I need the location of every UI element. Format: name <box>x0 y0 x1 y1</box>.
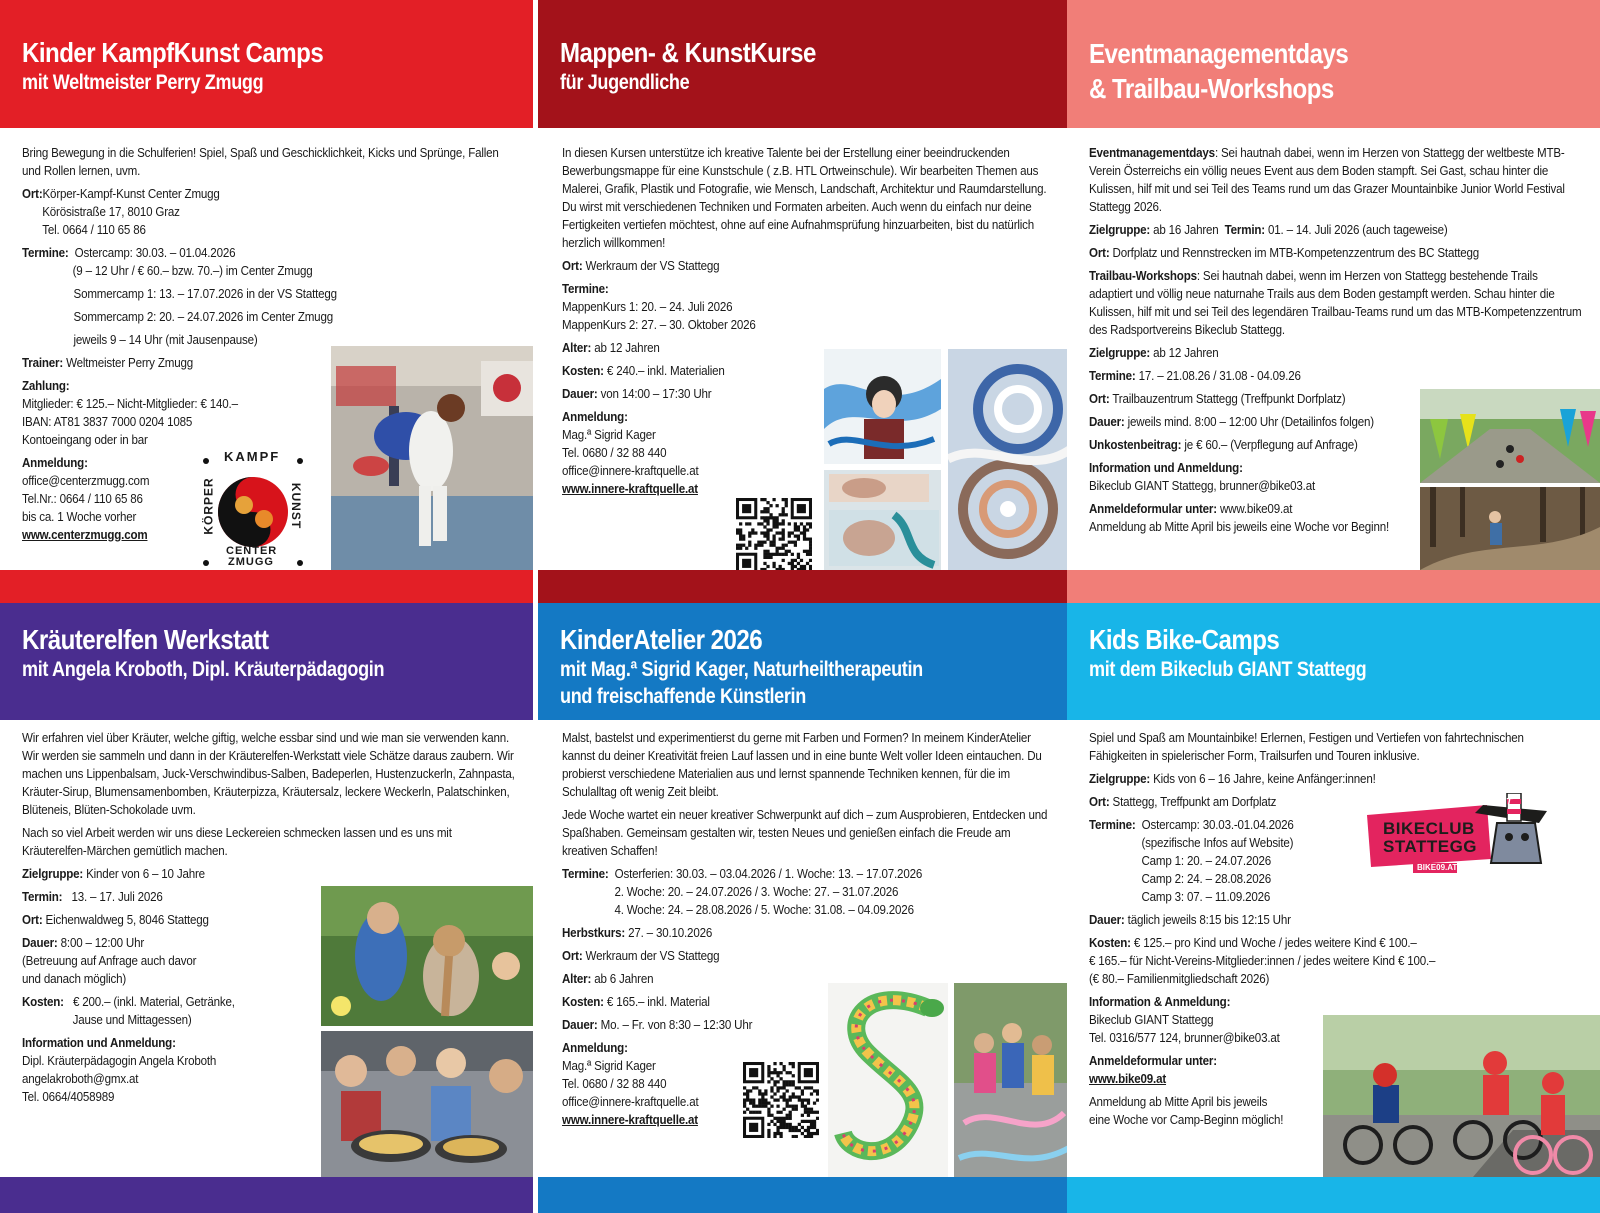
duration: Dauer: 8:00 – 12:00 Uhr (Betreuung auf Anfrage auch davor und danach möglich) <box>22 936 197 986</box>
registration: Anmeldung: Mag.ª Sigrid Kager Tel. 0680 / 32 88 440 office@innere-kraftquelle.at www.innere-kraftquelle.at <box>562 1041 699 1127</box>
photo-kids-chalk <box>954 983 1071 1177</box>
payment: Zahlung: Mitglieder: € 125.– Nicht-Mitglieder: € 140.– IBAN: AT81 3837 7000 0204 1085 Kontoeingang oder in bar <box>22 379 238 447</box>
panel-mappen-kunstkurse <box>538 0 1071 603</box>
duration: Dauer: Mo. – Fr. von 8:30 – 12:30 Uhr <box>562 1018 753 1032</box>
costs: Kosten: € 240.– inkl. Materialien <box>562 364 725 378</box>
form-url[interactable]: www.bike09.at <box>1219 502 1293 516</box>
photo-children-cooking <box>321 1031 533 1177</box>
panel-subtitle: mit Angela Kroboth, Dipl. Kräuterpädagogin <box>22 658 385 681</box>
location: Ort: Werkraum der VS Stattegg <box>562 949 720 963</box>
panel-footer-bar <box>0 570 533 603</box>
panel-footer-bar <box>538 570 1071 603</box>
intro-text: In diesen Kursen unterstütze ich kreative Talente bei der Erstellung einer beeindruckenden Bewerbungsmappe für eine Kunstschule ( z.B. HTL Ortweinschule). Wir bearbeiten Themen aus Malerei, Grafik, Plastik und Fotografie, wie Mensch, Landschaft, Architektur und Raumdarstellung. Du wirst mit verschiedenen Techniken und Formaten arbeiten. Auch wenn du einfach nur deine Fertigkeiten vertiefen möchtest, ohne auf eine Aufnahmsprüfung hinzuarbeiten, bist du natürlich herzlich willkommen! <box>562 146 1047 250</box>
date-summer-1: Sommercamp 1: 13. – 17.07.2026 in der VS Stattegg <box>73 287 337 301</box>
logo-left-text: KÖRPER <box>201 477 216 535</box>
panel-header <box>1067 603 1600 720</box>
panel-kids-bike-camps <box>1067 603 1600 1213</box>
panel-title: Mappen- & KunstKurse <box>560 37 816 68</box>
panel-footer-bar <box>1067 1177 1600 1213</box>
dates: Termine: Ostercamp: 30.03. – 01.04.2026 (9 – 12 Uhr / € 60.– bzw. 70.–) im Center Zmugg <box>22 246 313 278</box>
duration: Dauer: jeweils mind. 8:00 – 12:00 Uhr (Detailinfos folgen) <box>1089 415 1374 429</box>
date: Termin: 13. – 17. Juli 2026 <box>22 890 163 904</box>
logo-url: BIKE09.AT <box>1417 863 1458 872</box>
date-hours: jeweils 9 – 14 Uhr (mit Jausenpause) <box>73 333 258 347</box>
location: Ort: Dorfplatz und Rennstrecken im MTB-Kompetenzzentrum des BC Stattegg <box>1089 246 1480 260</box>
center-zmugg-logo <box>198 449 308 571</box>
target-group: Zielgruppe: Kids von 6 – 16 Jahre, keine Anfänger:innen! <box>1089 772 1376 786</box>
logo-bottom-text: CENTER <box>226 545 278 557</box>
artwork-swirl-painting <box>948 349 1071 570</box>
trainer: Trainer: Weltmeister Perry Zmugg <box>22 356 193 370</box>
logo-right-text: KUNST <box>289 482 304 530</box>
panel-header <box>538 603 1071 720</box>
trailbau-text: Trailbau-Workshops: Sei hautnah dabei, wenn im Herzen von Stattegg bestehende Trails adaptiert und völlig neue naturnahe Trails aus dem Boden gestampft werden. Schau hinter die Kulissen, hilf mit und sei Teil des legendären Trailbau-Teams rund um das MTB-Kompetenzzentrum des Radsportvereins Bikeclub Stattegg. <box>1089 269 1582 337</box>
registration: Anmeldung: office@centerzmugg.com Tel.Nr.: 0664 / 110 65 86 bis ca. 1 Woche vorher www.centerzmugg.com <box>22 456 150 542</box>
panel-header <box>0 0 533 128</box>
photo-martial-arts <box>331 346 533 570</box>
location-2: Ort: Trailbauzentrum Stattegg (Treffpunkt Dorfplatz) <box>1089 392 1346 406</box>
panel-kinderatelier <box>538 603 1071 1213</box>
qr-code-icon[interactable] <box>736 498 812 574</box>
logo-top-text: KAMPF <box>224 449 281 464</box>
intro-text-2: Jede Woche wartet ein neuer kreativer Schwerpunkt auf dich – zum Ausprobieren, Entdecken und Spaßhaben. Gemeinsam gestalten wir, testen Neues und genießen einfach die Freude am kreativen Schaffen! <box>562 808 1048 858</box>
eventdays-text: Eventmanagementdays: Sei hautnah dabei, wenn im Herzen von Stattegg der weltbeste MTB-Verein Österreichs ein völlig neues Event aus dem Boden stampft. Sei Gast, schau hinter die Kulissen, hilf mit und sei Teil des Teams rund um das Grazer Mountainbike Junior World Festival Stattegg 2026. <box>1089 146 1565 214</box>
intro-text: Wir erfahren viel über Kräuter, welche giftig, welche essbar sind und wie man sie verwenden kann. Wir werden sie sammeln und dann in der Kräuterelfen-Werkstatt viele Schätze daraus zaubern. Wir machen uns Lippenbalsam, Juck-Verschwindibus-Salben, Badeperlen, Hustenzuckerln, Zahnpasta, Kräuter-Sirup, Blumensamenbomben, Kräuterpizza, Kräutersalz, leckere Weckerln, Palatschinken, Blüteneis, Blüten-Schokolade uvm. <box>22 731 515 817</box>
logo-line-1: BIKECLUB <box>1383 819 1475 838</box>
panel-title: Eventmanagementdays <box>1089 38 1349 69</box>
panel-subtitle: mit Weltmeister Perry Zmugg <box>22 71 264 94</box>
intro-text: Bring Bewegung in die Schulferien! Spiel, Spaß und Geschicklichkeit, Kicks und Sprünge, Fallen und Rollen lernen, uvm. <box>22 146 499 178</box>
location: Ort: Eichenwaldweg 5, 8046 Stattegg <box>22 913 209 927</box>
location: Ort: Stattegg, Treffpunkt am Dorfplatz <box>1089 795 1277 809</box>
panel-title: Kids Bike-Camps <box>1089 624 1280 655</box>
form-link: Anmeldeformular unter: www.bike09.at Anmeldung ab Mitte April bis jeweils eine Woche vor Beginn! <box>1089 502 1390 534</box>
panel-header <box>0 603 533 720</box>
artwork-anime-drawing <box>824 349 941 464</box>
panel-subtitle: mit dem Bikeclub GIANT Stattegg <box>1089 658 1367 681</box>
target-group-2: Zielgruppe: ab 12 Jahren <box>1089 346 1219 360</box>
photo-kids-on-bikes <box>1323 1015 1600 1177</box>
duration: Dauer: von 14:00 – 17:30 Uhr <box>562 387 712 401</box>
costs: Kosten: € 165.– inkl. Material <box>562 995 710 1009</box>
panel-footer-bar <box>0 1177 533 1213</box>
website-link[interactable]: www.bike09.at <box>1089 1072 1167 1086</box>
dates: Termine: Osterferien: 30.03. – 03.04.2026 / 1. Woche: 13. – 17.07.2026 2. Woche: 20. – 24.07.2026 / 3. Woche: 27. – 31.07.2026 4. Woche: 24. – 28.08.2026 / 5. Woche: 31.08. – 04.09.2026 <box>562 867 923 917</box>
panel-subtitle: & Trailbau-Workshops <box>1089 73 1334 104</box>
dates: Termine: Ostercamp: 30.03.-01.04.2026 (spezifische Infos auf Website) Camp 1: 20. – 24.07.2026 Camp 2: 24. – 28.08.2026 Camp 3: 07. – 11.09.2026 <box>1089 818 1294 904</box>
artwork-snake-drawing <box>828 983 948 1177</box>
panel-eventmanagement <box>1067 0 1600 603</box>
website-link[interactable]: www.innere-kraftquelle.at <box>562 1113 698 1127</box>
qr-code-icon[interactable] <box>743 1062 819 1138</box>
address: Körösistraße 17, 8010 Graz Tel. 0664 / 110 65 86 <box>42 205 180 237</box>
photo-trail-building <box>1420 487 1600 570</box>
age: Alter: ab 6 Jahren <box>562 972 654 986</box>
panel-kampfkunst <box>0 0 533 603</box>
panel-title: Kinder KampfKunst Camps <box>22 37 324 68</box>
panel-subtitle: für Jugendliche <box>560 71 690 94</box>
panel-kraeuterelfen <box>0 603 533 1213</box>
autumn-course: Herbstkurs: 27. – 30.10.2026 <box>562 926 713 940</box>
panel-subtitle-2: und freischaffende Künstlerin <box>560 685 806 708</box>
panel-subtitle: mit Mag.ª Sigrid Kager, Naturheiltherapeutin <box>560 658 923 681</box>
website-link[interactable]: www.innere-kraftquelle.at <box>562 482 698 496</box>
duration: Dauer: täglich jeweils 8:15 bis 12:15 Uhr <box>1089 913 1291 927</box>
panel-footer-bar <box>538 1177 1071 1213</box>
panel-title: Kräuterelfen Werkstatt <box>22 624 269 655</box>
logo-line-2: STATTEGG <box>1383 837 1478 856</box>
info: Information und Anmeldung: Dipl. Kräuterpädagogin Angela Kroboth angelakroboth@gmx.at Tel. 0664/4058989 <box>22 1036 217 1104</box>
info: Information & Anmeldung: Bikeclub GIANT Stattegg Tel. 0316/577 124, brunner@bike03.at <box>1089 995 1280 1045</box>
panel-header <box>538 0 1071 128</box>
bikeclub-stattegg-logo <box>1357 793 1547 881</box>
registration-note: Anmeldung ab Mitte April bis jeweils eine Woche vor Camp-Beginn möglich! <box>1089 1095 1284 1127</box>
photo-mtb-race <box>1420 389 1600 483</box>
info: Information und Anmeldung: Bikeclub GIANT Stattegg, brunner@bike03.at <box>1089 461 1316 493</box>
logo-bottom-text-2: ZMUGG <box>228 556 274 568</box>
date-summer-2: Sommercamp 2: 20. – 24.07.2026 im Center Zmugg <box>73 310 333 324</box>
photo-children-herbs <box>321 886 533 1026</box>
target-group: Zielgruppe: Kinder von 6 – 10 Jahre <box>22 867 205 881</box>
form-link: Anmeldeformular unter: www.bike09.at <box>1089 1054 1217 1086</box>
intro-text: Malst, bastelst und experimentierst du gerne mit Farben und Formen? In meinem KinderAtelier kannst du deiner Kreativität freien Lauf lassen und in eine bunte Welt voller Ideen eintauchen. Du probierst verschiedene Materialien aus und lernst spannende Techniken kennen, für die im Schulalltag oft wenig Zeit bleibt. <box>562 731 1042 799</box>
intro-text: Spiel und Spaß am Mountainbike! Erlernen, Festigen und Vertiefen von fahrtechnischen Fähigkeiten in spielerischer Form, Trailsurfen und Touren inklusive. <box>1089 731 1524 763</box>
panel-title: KinderAtelier 2026 <box>560 624 763 655</box>
costs: Kosten: € 125.– pro Kind und Woche / jedes weitere Kind € 100.– € 165.– für Nicht-Vereins-Mitglieder:innen / jedes weitere Kind € 100.– (€ 80.– Familienmitgliedschaft 2026) <box>1089 936 1436 986</box>
target-group: Zielgruppe: ab 16 Jahren Termin: 01. – 14. Juli 2026 (auch tageweise) <box>1089 223 1448 237</box>
website-link[interactable]: www.centerzmugg.com <box>22 528 148 542</box>
location: Ort: Werkraum der VS Stattegg <box>562 259 720 273</box>
dates: Termine: 17. – 21.08.26 / 31.08 - 04.09.26 <box>1089 369 1301 383</box>
panel-footer-bar <box>1067 570 1600 603</box>
location: Ort:Körper-Kampf-Kunst Center Zmugg <box>22 187 220 201</box>
costs: Kosten: € 200.– (inkl. Material, Getränke, Jause und Mittagessen) <box>22 995 235 1027</box>
registration: Anmeldung: Mag.ª Sigrid Kager Tel. 0680 / 32 88 440 office@innere-kraftquelle.at www.innere-kraftquelle.at <box>562 410 699 496</box>
age: Alter: ab 12 Jahren <box>562 341 660 355</box>
intro-text-2: Nach so viel Arbeit werden wir uns diese Leckereien schmecken lassen und es uns mit Kräuterelfen-Märchen gemütlich machen. <box>22 826 452 858</box>
logo-brand: GIANT <box>1477 797 1514 808</box>
dates: Termine: MappenKurs 1: 20. – 24. Juli 2026 MappenKurs 2: 27. – 30. Oktober 2026 <box>562 282 756 332</box>
fee: Unkostenbeitrag: je € 60.– (Verpflegung auf Anfrage) <box>1089 438 1358 452</box>
artwork-portraits <box>824 470 941 570</box>
panel-header <box>1067 0 1600 128</box>
